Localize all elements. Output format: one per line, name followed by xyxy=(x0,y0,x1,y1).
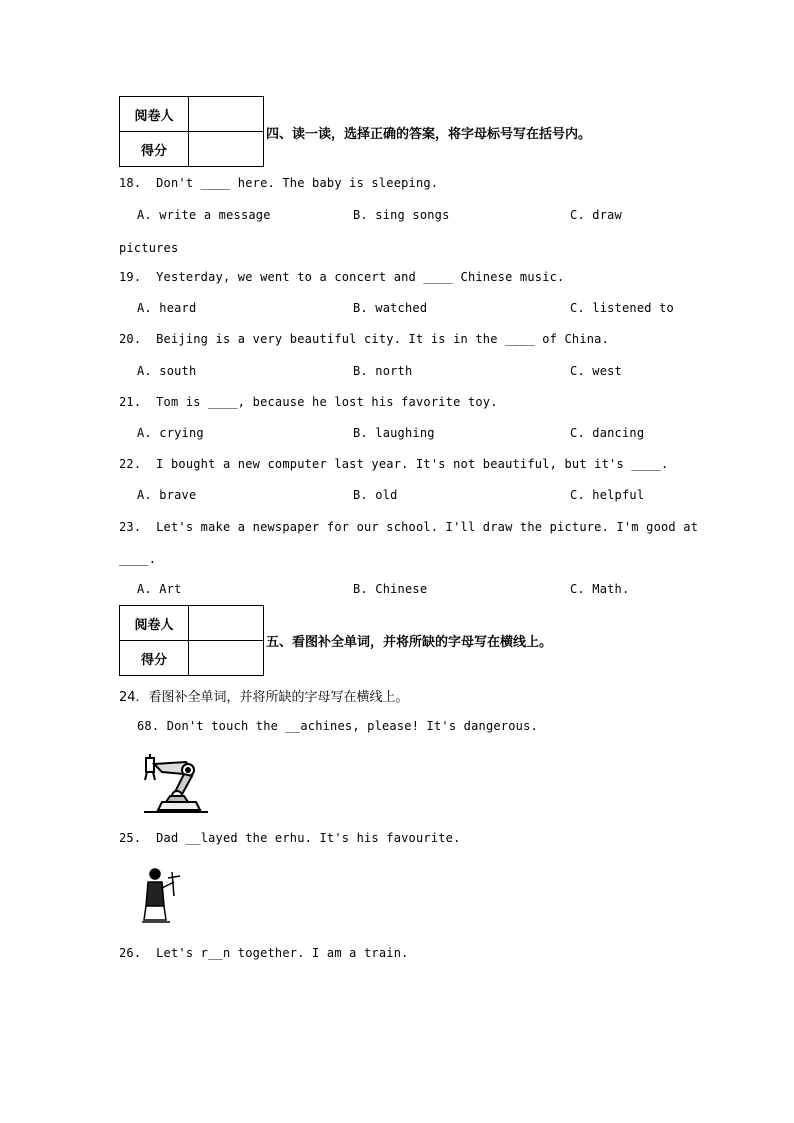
q21-option-b: B. laughing xyxy=(353,426,435,440)
q18-option-b: B. sing songs xyxy=(353,208,450,222)
q19-option-a: A. heard xyxy=(137,301,197,315)
q22-option-b: B. old xyxy=(353,488,398,502)
question-20: 20. Beijing is a very beautiful city. It is in the ____ of China. xyxy=(119,332,610,346)
q18-option-c: C. draw xyxy=(570,208,622,222)
q23-option-b: B. Chinese xyxy=(353,582,428,596)
question-24-title: 24．看图补全单词，并将所缺的字母写在横线上。 xyxy=(119,690,409,705)
q19-option-b: B. watched xyxy=(353,301,428,315)
score-label: 得分 xyxy=(120,641,189,676)
reviewer-blank[interactable] xyxy=(189,606,264,641)
question-22: 22. I bought a new computer last year. It's not beautiful, but it's ____. xyxy=(119,457,669,471)
question-18: 18. Don't ____ here. The baby is sleeping. xyxy=(119,176,439,190)
section4-title: 四、读一读，选择正确的答案，将字母标号写在括号内。 xyxy=(266,127,592,142)
q19-option-c: C. listened to xyxy=(570,301,674,315)
score-blank[interactable] xyxy=(189,132,264,167)
score-box-1 xyxy=(119,96,264,167)
q21-option-c: C. dancing xyxy=(570,426,645,440)
q20-option-a: A. south xyxy=(137,364,197,378)
question-26: 26. Let's r__n together. I am a train. xyxy=(119,946,409,960)
q23-option-a: A. Art xyxy=(137,582,182,596)
q20-option-b: B. north xyxy=(353,364,413,378)
question-21: 21. Tom is ____, because he lost his favorite toy. xyxy=(119,395,498,409)
score-box-2 xyxy=(119,605,264,676)
q22-option-c: C. helpful xyxy=(570,488,645,502)
question-23: 23. Let's make a newspaper for our school. I'll draw the picture. I'm good at xyxy=(119,520,699,534)
q18-option-c-wrap: pictures xyxy=(119,241,179,255)
section5-title: 五、看图补全单词，并将所缺的字母写在横线上。 xyxy=(266,635,553,650)
q22-option-a: A. brave xyxy=(137,488,197,502)
question-24-sub: 68. Don't touch the __achines, please! It's dangerous. xyxy=(137,719,538,733)
question-23-wrap: ____. xyxy=(119,552,157,566)
q18-option-a: A. write a message xyxy=(137,208,271,222)
q23-option-c: C. Math. xyxy=(570,582,630,596)
erhu-player-illustration xyxy=(140,864,188,924)
question-19: 19. Yesterday, we went to a concert and ____ Chinese music. xyxy=(119,270,565,284)
q21-option-a: A. crying xyxy=(137,426,204,440)
score-blank[interactable] xyxy=(189,641,264,676)
score-label: 得分 xyxy=(120,132,189,167)
q20-option-c: C. west xyxy=(570,364,622,378)
reviewer-blank[interactable] xyxy=(189,97,264,132)
reviewer-label: 阅卷人 xyxy=(120,97,189,132)
robot-arm-illustration xyxy=(140,752,212,814)
reviewer-label: 阅卷人 xyxy=(120,606,189,641)
question-25: 25. Dad __layed the erhu. It's his favourite. xyxy=(119,831,461,845)
